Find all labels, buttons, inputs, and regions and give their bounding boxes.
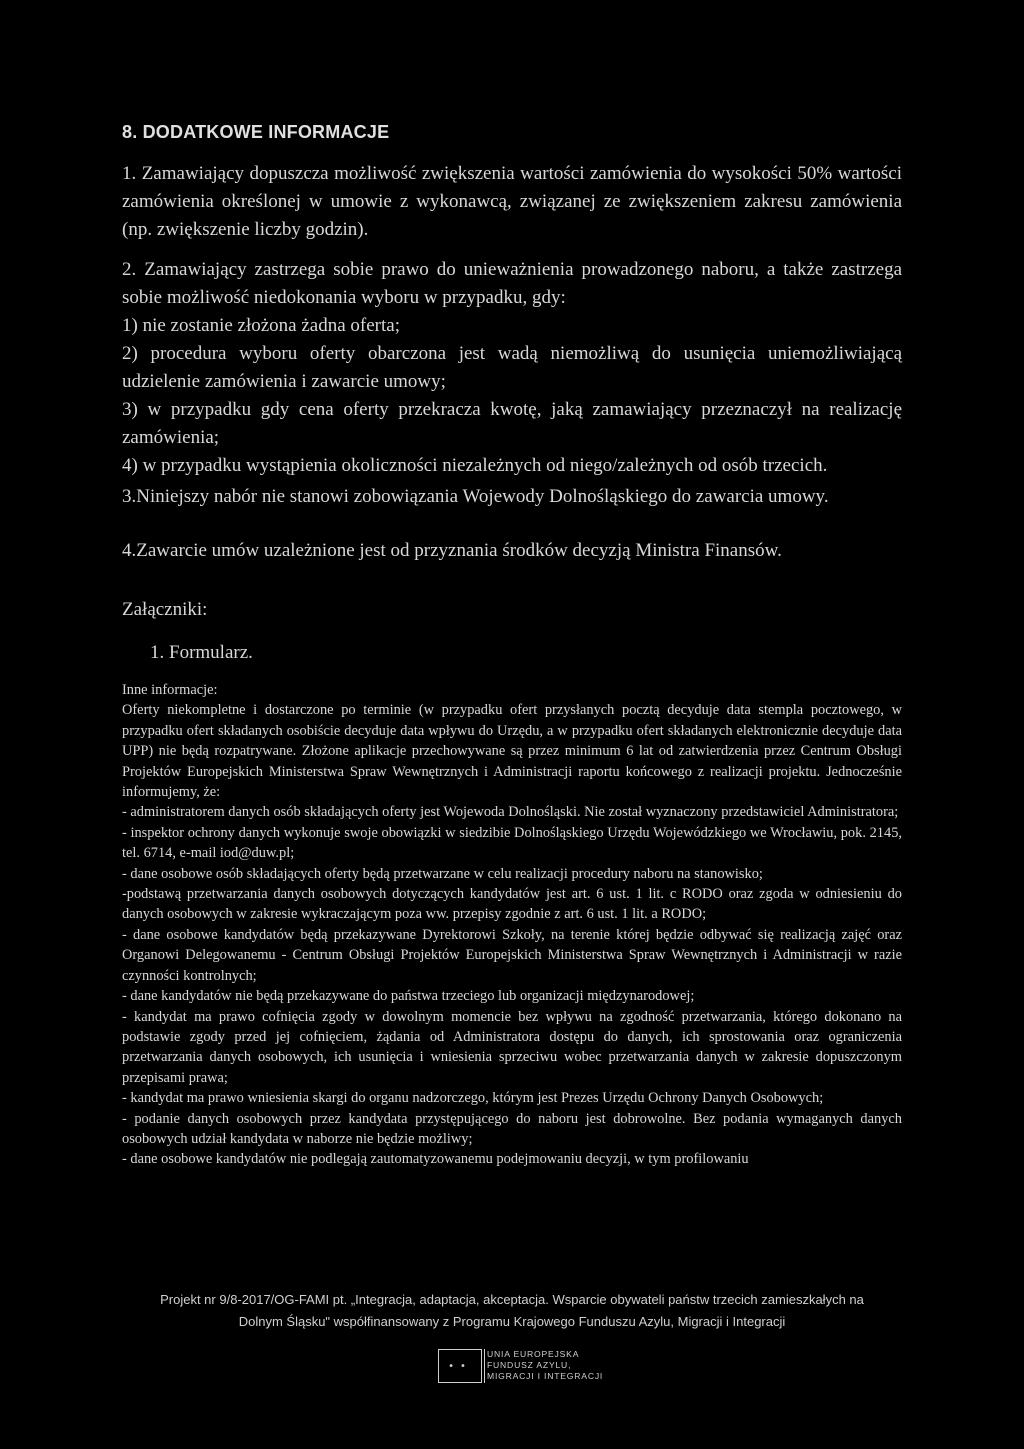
other-info-paragraph: - podanie danych osobowych przez kandydata przystępującego do naboru jest dobrowolne. Bez podania wymaganych danych osobowych udział kandydata w naborze nie będzie możliwy;	[122, 1110, 902, 1147]
other-info-paragraph: - inspektor ochrony danych wykonuje swoje obowiązki w siedzibie Dolnośląskiego Urzędu Wojewódzkiego we Wrocławiu, pok. 2145, tel. 6714, e-mail iod@duw.pl;	[122, 824, 902, 862]
other-info-paragraph: - kandydat ma prawo wniesienia skargi do organu nadzorczego, którym jest Prezes Urzędu Ochrony Danych Osobowych;	[122, 1090, 824, 1107]
logo-line-2: FUNDUSZ AZYLU,	[487, 1360, 572, 1370]
other-info-paragraph: - administratorem danych osób składających oferty jest Wojewoda Dolnośląski. Nie został wyznaczony przedstawiciel Administratora;	[122, 804, 899, 821]
paragraph-1-text: 1. Zamawiający dopuszcza możliwość zwiększenia wartości zamówienia do wysokości 50% wartości zamówienia określonej w umowie z wykonawcą, związanej ze zwiększeniem zakresu zamówienia (np. zwiększenie liczby godzin).	[122, 163, 902, 240]
logo-line-3: MIGRACJI I INTEGRACJI	[487, 1371, 604, 1381]
attachments-label	[122, 596, 902, 624]
paragraph-2-item: 1) nie zostanie złożona żadna oferta;	[122, 315, 400, 336]
paragraph-2-item: 2) procedura wyboru oferty obarczona jest wadą niemożliwą do usunięcia uniemożliwiającą udzielenie zamówienia i zawarcie umowy;	[122, 343, 902, 392]
other-info-paragraph: - dane osobowe kandydatów nie podlegają zautomatyzowanemu podejmowaniu decyzji, w tym profilowaniu	[122, 1151, 749, 1168]
paragraph-2-intro: 2. Zamawiający zastrzega sobie prawo do unieważnienia prowadzonego naboru, a także zastrzega sobie możliwość niedokonania wyboru w przypadku, gdy:	[122, 259, 902, 308]
eu-fund-logo-text	[484, 1349, 603, 1383]
paragraph-4-text: 4.Zawarcie umów uzależnione jest od przyznania środków decyzją Ministra Finansów.	[122, 540, 782, 561]
paragraph-2-item: 3) w przypadku gdy cena oferty przekracza kwotę, jaką zamawiający przeznaczył na realizację zamówienia;	[122, 399, 902, 448]
paragraph-2-item: 4) w przypadku wystąpienia okoliczności niezależnych od niego/zależnych od osób trzecich.	[122, 455, 828, 476]
paragraph-3-text: 3.Niniejszy nabór nie stanowi zobowiązania Wojewody Dolnośląskiego do zawarcia umowy.	[122, 486, 829, 507]
other-info-paragraph: - dane kandydatów nie będą przekazywane do państwa trzeciego lub organizacji międzynarodowej;	[122, 988, 695, 1005]
eu-fund-logo	[438, 1349, 603, 1383]
paragraph-3	[122, 483, 902, 511]
paragraph-1	[122, 160, 902, 244]
section-heading: 8. DODATKOWE INFORMACJE	[122, 122, 390, 142]
other-info	[122, 680, 902, 1170]
footer-line-1: Projekt nr 9/8-2017/OG-FAMI pt. „Integracja, adaptacja, akceptacja. Wsparcie obywateli państw trzecich zamieszkałych na	[160, 1292, 864, 1307]
other-info-paragraph: Oferty niekompletne i dostarczone po terminie (w przypadku ofert przysłanych pocztą decyduje data stempla pocztowego, w przypadku ofert składanych osobiście decyduje data wpływu do Urzędu, a w przypadku ofert składanych elektronicznie decyduje data UPP) nie będą rozpatrywane. Złożone aplikacje przechowywane są przez minimum 6 lat od zatwierdzenia przez Centrum Obsługi Projektów Europejskich Ministerstwa Spraw Wewnętrznych i Administracji raportu końcowego z realizacji projektu. Jednocześnie informujemy, że:	[122, 702, 902, 801]
other-info-paragraph: -podstawą przetwarzania danych osobowych dotyczących kandydatów jest art. 6 ust. 1 lit. c RODO oraz zgoda w odniesieniu do danych osobowych w zakresie wykraczającym poza ww. przepisy zgodnie z art. 6 ust. 1 lit. a RODO;	[122, 886, 902, 923]
logo-line-1: UNIA EUROPEJSKA	[487, 1349, 580, 1359]
paragraph-4	[122, 537, 902, 565]
attachment-item: 1. Formularz.	[150, 642, 253, 663]
attachments-label-text: Załączniki:	[122, 599, 208, 620]
eu-flag-icon: ••	[438, 1349, 482, 1383]
other-info-label: Inne informacje:	[122, 682, 218, 698]
page-footer	[0, 1289, 1024, 1333]
footer-line-2: Dolnym Śląsku" współfinansowany z Programu Krajowego Funduszu Azylu, Migracji i Integracji	[238, 1314, 786, 1329]
paragraph-2	[122, 256, 902, 480]
other-info-paragraph: - dane osobowe kandydatów będą przekazywane Dyrektorowi Szkoły, na terenie której będzie odbywać się realizacją zajęć oraz Organowi Delegowanemu - Centrum Obsługi Projektów Europejskich Ministerstwa Spraw Wewnętrznych i Administracji w razie czynności kontrolnych;	[122, 926, 902, 984]
other-info-paragraph: - dane osobowe osób składających oferty będą przetwarzane w celu realizacji procedury naboru na stanowisko;	[122, 865, 763, 882]
other-info-paragraph: - kandydat ma prawo cofnięcia zgody w dowolnym momencie bez wpływu na zgodność przetwarzania, którego dokonano na podstawie zgody przed jej cofnięciem, żądania od Administratora dostępu do danych, ich sprostowania oraz ograniczenia przetwarzania danych osobowych, ich usunięcia i wniesienia sprzeciwu wobec przetwarzania danych w zakresie dopuszczonym przepisami prawa;	[122, 1008, 902, 1086]
